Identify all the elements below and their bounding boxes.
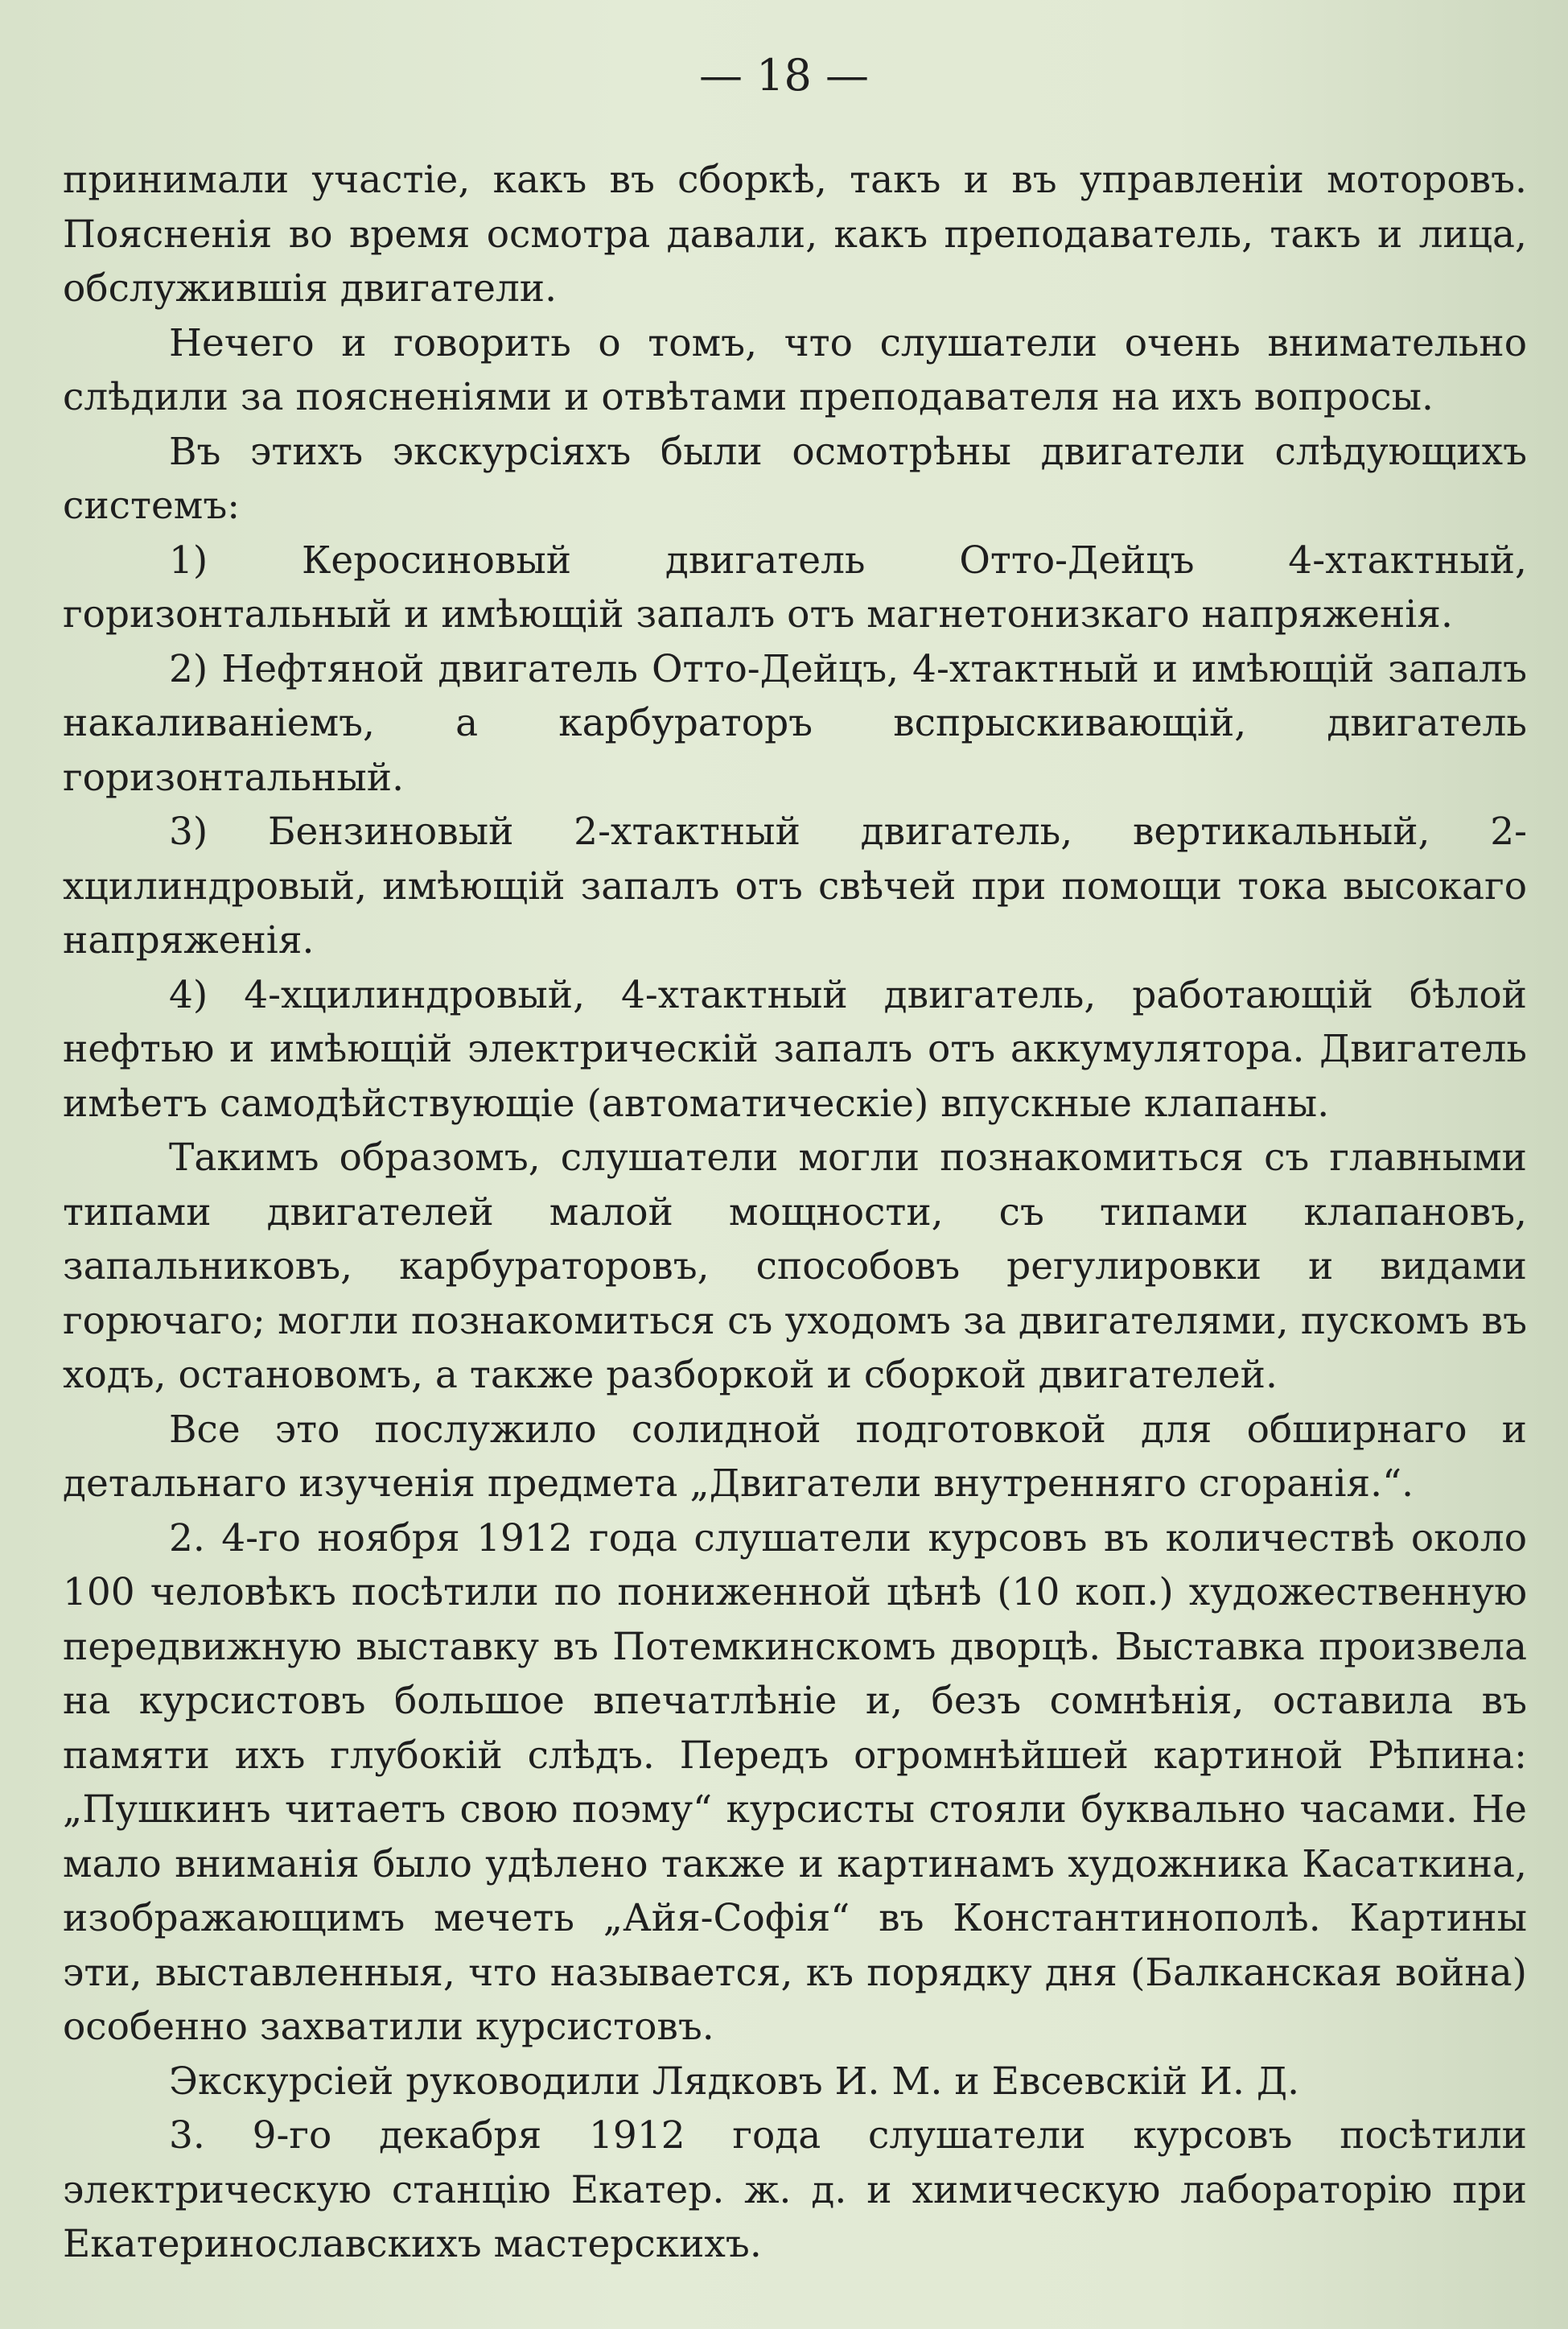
paragraph: 3. 9-го декабря 1912 года слушатели курсовъ посѣтили электрическую станцію Екатер. ж. д. и химическую лабораторію при Екатеринославскихъ мастерскихъ.: [63, 2113, 1527, 2266]
paragraph: Все это послужило солидной подготовкой для обширнаго и детальнаго изученія предмета „Двигатели внутренняго сгоранія.“.: [63, 1407, 1527, 1506]
list-item: 2) Нефтяной двигатель Отто-Дейцъ, 4-хтактный и имѣющій запалъ накаливаніемъ, а карбураторъ вспрыскивающій, двигатель горизонтальный.: [63, 646, 1527, 800]
list-item: 4) 4-хцилиндровый, 4-хтактный двигатель, работающій бѣлой нефтью и имѣющій электрическій запалъ отъ аккумулятора. Двигатель имѣетъ самодѣйствующіе (автоматическіе) впускные клапаны.: [63, 972, 1527, 1126]
list-item: 3) Бензиновый 2-хтактный двигатель, вертикальный, 2-хцилиндровый, имѣющій запалъ отъ свѣчей при помощи тока высокаго напряженія.: [63, 810, 1527, 963]
list-item: 1) Керосиновый двигатель Отто-Дейцъ 4-хтактный, горизонтальный и имѣющій запалъ отъ магнетонизкаго напряженія.: [63, 538, 1527, 637]
body-text: [63, 153, 1527, 2272]
paragraph: Экскурсіей руководили Лядковъ И. М. и Евсевскій И. Д.: [169, 2059, 1300, 2104]
paragraph: Нечего и говорить о томъ, что слушатели очень внимательно слѣдили за поясненіями и отвѣтами преподавателя на ихъ вопросы.: [63, 320, 1527, 419]
paragraph: Такимъ образомъ, слушатели могли познакомиться съ главными типами двигателей малой мощности, съ типами клапановъ, запальниковъ, карбураторовъ, способовъ регулировки и видами горючаго; могли познакомиться съ уходомъ за двигателями, пускомъ въ ходъ, остановомъ, а также разборкой и сборкой двигателей.: [63, 1136, 1527, 1397]
page-number: — 18 —: [698, 50, 870, 101]
paragraph: принимали участіе, какъ въ сборкѣ, такъ и въ управленіи моторовъ. Поясненія во время осмотра давали, какъ преподаватель, такъ и лица, обслужившія двигатели.: [63, 158, 1527, 311]
paragraph: Въ этихъ экскурсіяхъ были осмотрѣны двигатели слѣдующихъ системъ:: [63, 429, 1527, 528]
paragraph: 2. 4-го ноября 1912 года слушатели курсовъ въ количествѣ около 100 человѣкъ посѣтили по пониженной цѣнѣ (10 коп.) художественную передвижную выставку въ Потемкинскомъ дворцѣ. Выставка произвела на курсистовъ большое впечатлѣніе и, безъ сомнѣнія, оставила въ памяти ихъ глубокій слѣдъ. Передъ огромнѣйшей картиной Рѣпина: „Пушкинъ читаетъ свою поэму“ курсисты стояли буквально часами. Не мало вниманія было удѣлено также и картинамъ художника Касаткина, изображающимъ мечеть „Айя-Софія“ въ Константинополѣ. Картины эти, выставленныя, что называется, къ порядку дня (Балканская война) особенно захватили курсистовъ.: [63, 1515, 1527, 2049]
